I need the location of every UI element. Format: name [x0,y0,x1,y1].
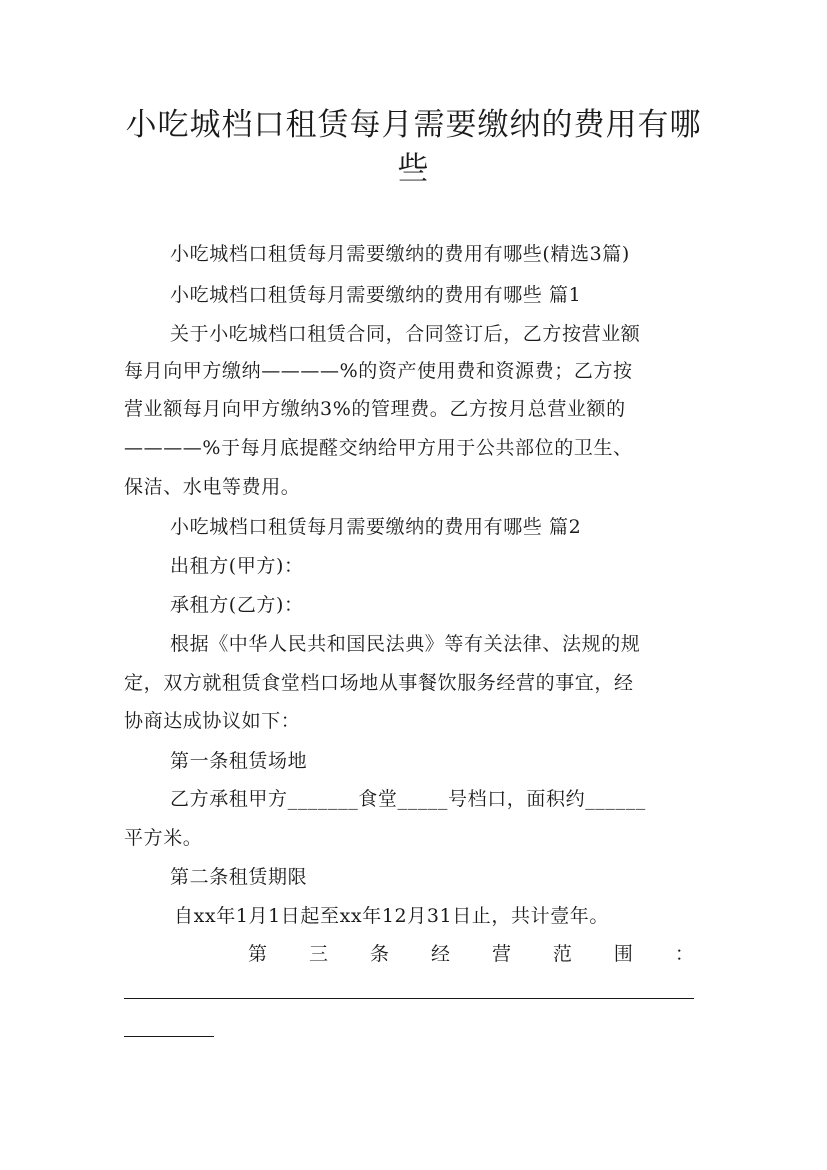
paragraph-line: 根据《中华人民共和国民法典》等有关法律、法规的规 [170,633,641,655]
article-3-char: 围 [613,943,633,965]
section-heading-2: 小吃城档口租赁每月需要缴纳的费用有哪些 篇2 [170,516,582,538]
paragraph-line: 乙方承租甲方_______食堂_____号档口，面积约______ [170,788,646,810]
blank-fill-line [124,1036,214,1037]
section-heading-1: 小吃城档口租赁每月需要缴纳的费用有哪些 篇1 [170,284,582,306]
document-title-line-1: 小吃城档口租赁每月需要缴纳的费用有哪 [125,107,702,143]
paragraph-line: 关于小吃城档口租赁合同，合同签订后，乙方按营业额 [170,323,641,345]
subtitle-line: 小吃城档口租赁每月需要缴纳的费用有哪些(精选3篇) [170,243,630,265]
paragraph-line: 平方米。 [124,827,203,849]
blank-fill-line [124,998,694,999]
paragraph-line: ————%于每月底提醛交纳给甲方用于公共部位的卫生、 [124,437,633,459]
article-3-char: 第 [248,943,268,965]
paragraph-line: 保洁、水电等费用。 [124,476,301,498]
lessor-line: 出租方(甲方)： [170,555,304,577]
article-3-char: 三 [308,943,328,965]
article-3-char: 营 [491,943,511,965]
article-3-char: ： [674,943,694,965]
article-3-char: 条 [369,943,389,965]
paragraph-line: 自xx年1月1日起至xx年12月31日止，共计壹年。 [174,905,609,927]
paragraph-line: 每月向甲方缴纳————%的资产使用费和资源费；乙方按 [124,360,633,382]
article-3-char: 经 [430,943,450,965]
article-3-char: 范 [552,943,572,965]
document-title-line-2: 些 [397,151,430,187]
paragraph-line: 协商达成协议如下： [124,710,301,732]
article-1-heading: 第一条租赁场地 [170,750,308,772]
article-2-heading: 第二条租赁期限 [170,866,308,888]
lessee-line: 承租方(乙方)： [170,594,304,616]
paragraph-line: 定，双方就租赁食堂档口场地从事餐饮服务经营的事宜，经 [124,672,634,694]
paragraph-line: 营业额每月向甲方缴纳3%的管理费。乙方按月总营业额的 [124,398,626,420]
article-3-heading [248,941,694,967]
